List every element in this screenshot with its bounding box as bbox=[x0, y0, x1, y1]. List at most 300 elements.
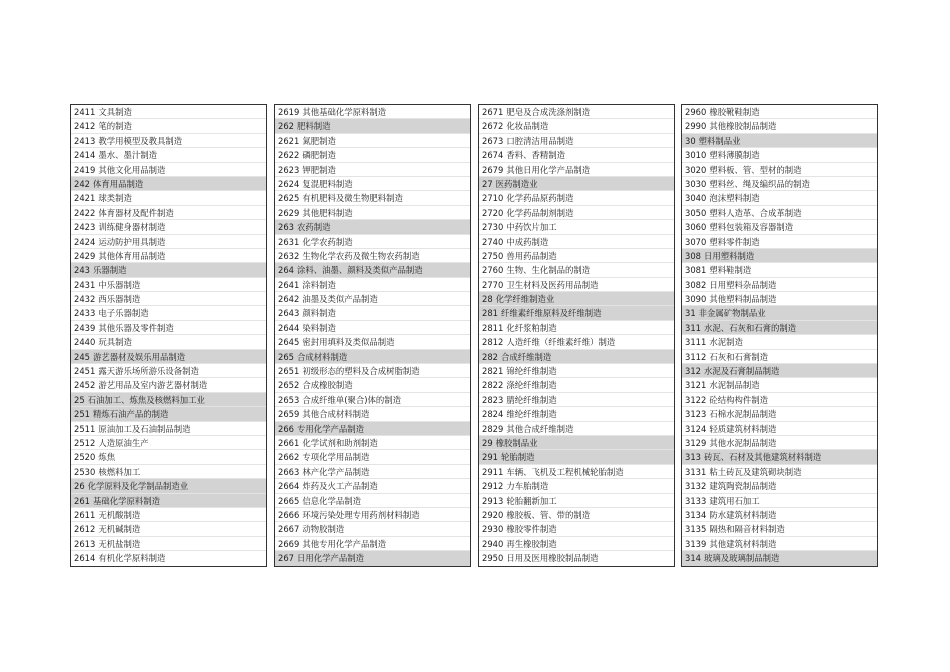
industry-name: 其他肥料制造 bbox=[302, 207, 353, 218]
industry-name: 水泥及石膏制品制造 bbox=[704, 366, 780, 377]
industry-code: 2821 bbox=[482, 366, 504, 377]
code-row bbox=[71, 436, 266, 450]
industry-code: 2631 bbox=[278, 236, 300, 247]
industry-name: 西乐器制造 bbox=[98, 294, 141, 305]
industry-name: 乐器制造 bbox=[93, 265, 127, 276]
industry-code: 2643 bbox=[278, 308, 300, 319]
industry-name: 日用化学产品制造 bbox=[297, 553, 364, 564]
industry-name: 石灰和石膏制造 bbox=[709, 351, 768, 362]
industry-name: 其他建筑材料制造 bbox=[709, 538, 777, 549]
industry-code: 2940 bbox=[482, 538, 504, 549]
code-row bbox=[275, 479, 470, 493]
industry-name: 颜料制造 bbox=[302, 308, 336, 319]
industry-code: 2642 bbox=[278, 294, 300, 305]
code-table-column-4 bbox=[681, 104, 878, 567]
industry-code: 3050 bbox=[685, 207, 707, 218]
industry-name: 笔的制造 bbox=[98, 121, 132, 132]
industry-name: 橡胶靴鞋制造 bbox=[709, 107, 760, 117]
industry-name: 香料、香精制造 bbox=[506, 150, 565, 161]
industry-code: 2611 bbox=[74, 509, 96, 520]
industry-code: 2720 bbox=[482, 207, 504, 218]
industry-name: 人造纤维（纤维素纤维）制造 bbox=[506, 337, 616, 348]
code-row bbox=[275, 335, 470, 349]
code-row bbox=[275, 148, 470, 162]
code-row bbox=[479, 422, 674, 436]
industry-code: 2623 bbox=[278, 164, 300, 175]
industry-name: 体育器材及配件制造 bbox=[98, 207, 174, 218]
code-row bbox=[479, 378, 674, 392]
industry-code: 2431 bbox=[74, 279, 96, 290]
industry-name: 专项化学用品制造 bbox=[302, 452, 370, 463]
industry-code: 2644 bbox=[278, 322, 300, 333]
industry-name: 粘土砖瓦及建筑砌块制造 bbox=[709, 466, 802, 477]
industry-code: 2520 bbox=[74, 452, 96, 463]
industry-name: 无机碱制造 bbox=[98, 524, 141, 535]
industry-code: 262 bbox=[278, 121, 294, 132]
industry-name: 塑料包装箱及容器制造 bbox=[709, 222, 794, 233]
industry-code: 2419 bbox=[74, 164, 96, 175]
code-row bbox=[682, 335, 877, 349]
industry-name: 肥皂及合成洗涤剂制造 bbox=[506, 107, 591, 117]
code-row bbox=[682, 105, 877, 119]
industry-code: 3070 bbox=[685, 236, 707, 247]
industry-name: 中乐器制造 bbox=[98, 279, 141, 290]
code-row bbox=[682, 220, 877, 234]
code-row bbox=[275, 522, 470, 536]
category-row bbox=[682, 551, 877, 565]
industry-code: 2822 bbox=[482, 380, 504, 391]
industry-name: 力车胎制造 bbox=[506, 481, 549, 492]
category-row bbox=[479, 292, 674, 306]
industry-name: 锦纶纤维制造 bbox=[506, 366, 557, 377]
code-row bbox=[275, 249, 470, 263]
industry-name: 卫生材料及医药用品制造 bbox=[506, 279, 599, 290]
code-row bbox=[479, 191, 674, 205]
industry-name: 基础化学原料制造 bbox=[93, 495, 160, 506]
industry-code: 31 bbox=[685, 308, 696, 319]
industry-code: 2666 bbox=[278, 509, 300, 520]
code-row bbox=[71, 422, 266, 436]
industry-code: 27 bbox=[482, 178, 493, 189]
industry-code: 2613 bbox=[74, 538, 96, 549]
industry-code: 2672 bbox=[482, 121, 504, 132]
industry-code: 2511 bbox=[74, 423, 96, 434]
industry-code: 2432 bbox=[74, 294, 96, 305]
industry-code: 2423 bbox=[74, 222, 96, 233]
industry-name: 教学用模型及教具制造 bbox=[98, 135, 183, 146]
industry-code: 2412 bbox=[74, 121, 96, 132]
code-row bbox=[682, 393, 877, 407]
industry-code: 308 bbox=[685, 250, 701, 261]
industry-code: 314 bbox=[685, 553, 701, 564]
code-row bbox=[479, 278, 674, 292]
code-row bbox=[275, 465, 470, 479]
industry-name: 化学药品制剂制造 bbox=[506, 207, 574, 218]
code-row bbox=[682, 292, 877, 306]
industry-code: 2433 bbox=[74, 308, 96, 319]
industry-code: 245 bbox=[74, 351, 90, 362]
industry-code: 311 bbox=[685, 322, 701, 333]
industry-code: 263 bbox=[278, 222, 294, 233]
industry-name: 染料制造 bbox=[302, 322, 336, 333]
industry-code: 313 bbox=[685, 452, 701, 463]
code-row bbox=[275, 364, 470, 378]
code-row bbox=[71, 105, 266, 119]
code-row bbox=[71, 235, 266, 249]
industry-name: 生物化学农药及微生物农药制造 bbox=[302, 250, 420, 261]
industry-code: 2413 bbox=[74, 135, 96, 146]
industry-code: 3129 bbox=[685, 437, 707, 448]
industry-name: 林产化学产品制造 bbox=[302, 466, 370, 477]
industry-code: 2612 bbox=[74, 524, 96, 535]
industry-name: 石棉水泥制品制造 bbox=[709, 409, 777, 420]
code-row bbox=[479, 235, 674, 249]
industry-code: 3122 bbox=[685, 394, 707, 405]
industry-code: 2622 bbox=[278, 150, 300, 161]
industry-name: 中成药制造 bbox=[506, 236, 549, 247]
industry-code: 2823 bbox=[482, 394, 504, 405]
category-row bbox=[682, 134, 877, 148]
industry-name: 电子乐器制造 bbox=[98, 308, 149, 319]
industry-code: 2665 bbox=[278, 495, 300, 506]
code-row bbox=[479, 479, 674, 493]
code-row bbox=[71, 321, 266, 335]
category-row bbox=[479, 450, 674, 464]
category-row bbox=[71, 494, 266, 508]
code-row bbox=[71, 249, 266, 263]
code-row bbox=[682, 278, 877, 292]
code-row bbox=[682, 407, 877, 421]
industry-name: 文具制造 bbox=[98, 107, 132, 117]
industry-code: 2530 bbox=[74, 466, 96, 477]
industry-name: 水泥制品制造 bbox=[709, 380, 760, 391]
industry-name: 再生橡胶制造 bbox=[506, 538, 557, 549]
industry-code: 3081 bbox=[685, 265, 707, 276]
code-row bbox=[479, 163, 674, 177]
industry-name: 磷肥制造 bbox=[302, 150, 336, 161]
code-row bbox=[682, 119, 877, 133]
code-row bbox=[682, 235, 877, 249]
category-row bbox=[275, 422, 470, 436]
industry-name: 肥料制造 bbox=[297, 121, 331, 132]
code-row bbox=[275, 235, 470, 249]
code-row bbox=[71, 508, 266, 522]
code-row bbox=[479, 134, 674, 148]
industry-name: 化学纤维制造业 bbox=[495, 294, 555, 305]
code-row bbox=[479, 105, 674, 119]
code-row bbox=[275, 163, 470, 177]
code-row bbox=[275, 292, 470, 306]
code-table-column-1 bbox=[70, 104, 267, 567]
industry-name: 其他体育用品制造 bbox=[98, 250, 166, 261]
industry-code: 2912 bbox=[482, 481, 504, 492]
code-row bbox=[479, 206, 674, 220]
industry-name: 农药制造 bbox=[297, 222, 331, 233]
industry-code: 2960 bbox=[685, 107, 707, 117]
industry-code: 243 bbox=[74, 265, 90, 276]
code-row bbox=[71, 364, 266, 378]
code-row bbox=[275, 105, 470, 119]
industry-code: 2652 bbox=[278, 380, 300, 391]
industry-name: 油墨及类似产品制造 bbox=[302, 294, 378, 305]
industry-code: 26 bbox=[74, 481, 85, 492]
industry-name: 化妆品制造 bbox=[506, 121, 549, 132]
category-row bbox=[275, 119, 470, 133]
code-row bbox=[275, 206, 470, 220]
code-row bbox=[71, 465, 266, 479]
industry-code: 267 bbox=[278, 553, 294, 564]
industry-name: 橡胶零件制造 bbox=[506, 524, 557, 535]
industry-name: 塑料鞋制造 bbox=[709, 265, 752, 276]
code-row bbox=[71, 537, 266, 551]
industry-code: 3124 bbox=[685, 423, 707, 434]
industry-name: 水泥、石灰和石膏的制造 bbox=[704, 322, 797, 333]
industry-name: 泡沫塑料制造 bbox=[709, 193, 760, 204]
industry-code: 2629 bbox=[278, 207, 300, 218]
industry-code: 2913 bbox=[482, 495, 504, 506]
industry-name: 原油加工及石油制品制造 bbox=[98, 423, 191, 434]
industry-name: 其他水泥制品制造 bbox=[709, 437, 777, 448]
industry-name: 日用及医用橡胶制品制造 bbox=[506, 553, 599, 564]
code-row bbox=[275, 306, 470, 320]
industry-code: 2730 bbox=[482, 222, 504, 233]
code-row bbox=[71, 220, 266, 234]
industry-code: 29 bbox=[482, 437, 493, 448]
industry-code: 2512 bbox=[74, 437, 96, 448]
industry-name: 建筑陶瓷制品制造 bbox=[709, 481, 777, 492]
category-row bbox=[682, 450, 877, 464]
industry-name: 塑料板、管、型材的制造 bbox=[709, 164, 802, 175]
industry-name: 兽用药品制造 bbox=[506, 250, 557, 261]
industry-code: 3132 bbox=[685, 481, 707, 492]
industry-code: 2770 bbox=[482, 279, 504, 290]
industry-code: 265 bbox=[278, 351, 294, 362]
industry-code: 28 bbox=[482, 294, 493, 305]
industry-name: 游艺器材及娱乐用品制造 bbox=[93, 351, 186, 362]
industry-code: 3135 bbox=[685, 524, 707, 535]
category-row bbox=[275, 263, 470, 277]
industry-name: 生物、生化制品的制造 bbox=[506, 265, 591, 276]
industry-code: 2679 bbox=[482, 164, 504, 175]
category-row bbox=[71, 479, 266, 493]
industry-code: 3133 bbox=[685, 495, 707, 506]
industry-name: 球类制造 bbox=[98, 193, 132, 204]
industry-name: 其他基础化学原料制造 bbox=[302, 107, 387, 117]
code-row bbox=[479, 119, 674, 133]
industry-name: 有机肥料及微生物肥料制造 bbox=[302, 193, 403, 204]
code-row bbox=[479, 321, 674, 335]
code-row bbox=[682, 148, 877, 162]
industry-code: 3082 bbox=[685, 279, 707, 290]
industry-code: 2812 bbox=[482, 337, 504, 348]
industry-code: 2614 bbox=[74, 553, 96, 564]
industry-name: 建筑用石加工 bbox=[709, 495, 760, 506]
industry-name: 纤维素纤维原料及纤维制造 bbox=[501, 308, 602, 319]
industry-code: 2414 bbox=[74, 150, 96, 161]
industry-name: 合成橡胶制造 bbox=[302, 380, 353, 391]
code-row bbox=[479, 537, 674, 551]
industry-code: 2451 bbox=[74, 366, 96, 377]
industry-code: 281 bbox=[482, 308, 498, 319]
industry-code: 266 bbox=[278, 423, 294, 434]
industry-name: 口腔清洁用品制造 bbox=[506, 135, 574, 146]
industry-name: 塑料丝、绳及编织品的制造 bbox=[709, 178, 810, 189]
code-row bbox=[275, 407, 470, 421]
industry-code: 3090 bbox=[685, 294, 707, 305]
industry-code: 2422 bbox=[74, 207, 96, 218]
category-row bbox=[479, 436, 674, 450]
industry-code: 2439 bbox=[74, 322, 96, 333]
industry-name: 日用塑料制造 bbox=[704, 250, 755, 261]
industry-name: 合成材料制造 bbox=[297, 351, 348, 362]
code-row bbox=[682, 177, 877, 191]
industry-name: 其他专用化学产品制造 bbox=[302, 538, 387, 549]
industry-name: 化纤浆粕制造 bbox=[506, 322, 557, 333]
industry-name: 塑料零件制造 bbox=[709, 236, 760, 247]
industry-name: 日用塑料杂品制造 bbox=[709, 279, 777, 290]
industry-name: 核燃料加工 bbox=[98, 466, 141, 477]
industry-code: 312 bbox=[685, 366, 701, 377]
category-row bbox=[71, 350, 266, 364]
industry-name: 腈纶纤维制造 bbox=[506, 394, 557, 405]
code-row bbox=[479, 494, 674, 508]
industry-code: 3030 bbox=[685, 178, 707, 189]
industry-name: 密封用填料及类似品制造 bbox=[302, 337, 395, 348]
industry-code: 2990 bbox=[685, 121, 707, 132]
industry-code: 2930 bbox=[482, 524, 504, 535]
industry-code: 2667 bbox=[278, 524, 300, 535]
industry-name: 防水建筑材料制造 bbox=[709, 509, 777, 520]
industry-name: 橡胶板、管、带的制造 bbox=[506, 509, 591, 520]
category-row bbox=[682, 249, 877, 263]
industry-code: 3112 bbox=[685, 351, 707, 362]
code-row bbox=[682, 350, 877, 364]
industry-code: 3111 bbox=[685, 337, 707, 348]
code-row bbox=[275, 177, 470, 191]
industry-code: 30 bbox=[685, 135, 696, 146]
category-row bbox=[479, 306, 674, 320]
code-row bbox=[275, 494, 470, 508]
industry-name: 无机盐制造 bbox=[98, 538, 141, 549]
industry-name: 玻璃及玻璃制品制造 bbox=[704, 553, 780, 564]
code-row bbox=[682, 508, 877, 522]
code-row bbox=[71, 191, 266, 205]
code-row bbox=[682, 494, 877, 508]
industry-code: 2421 bbox=[74, 193, 96, 204]
industry-name: 其他文化用品制造 bbox=[98, 164, 166, 175]
code-row bbox=[682, 522, 877, 536]
industry-code: 2674 bbox=[482, 150, 504, 161]
code-row bbox=[71, 551, 266, 565]
industry-code: 2760 bbox=[482, 265, 504, 276]
industry-name: 塑料制品业 bbox=[698, 135, 741, 146]
industry-name: 化学原料及化学制品制造业 bbox=[87, 481, 189, 492]
industry-name: 涤纶纤维制造 bbox=[506, 380, 557, 391]
industry-code: 2621 bbox=[278, 135, 300, 146]
category-row bbox=[275, 551, 470, 565]
industry-code: 2911 bbox=[482, 466, 504, 477]
industry-code: 2641 bbox=[278, 279, 300, 290]
industry-code: 251 bbox=[74, 409, 90, 420]
industry-code: 2452 bbox=[74, 380, 96, 391]
industry-name: 其他合成材料制造 bbox=[302, 409, 370, 420]
industry-name: 钾肥制造 bbox=[302, 164, 336, 175]
industry-name: 塑料人造革、合成革制造 bbox=[709, 207, 802, 218]
code-row bbox=[479, 148, 674, 162]
industry-code: 2645 bbox=[278, 337, 300, 348]
code-row bbox=[275, 134, 470, 148]
industry-code: 2411 bbox=[74, 107, 96, 117]
industry-name: 体育用品制造 bbox=[93, 178, 144, 189]
code-row bbox=[275, 436, 470, 450]
category-row bbox=[682, 306, 877, 320]
industry-code: 261 bbox=[74, 495, 90, 506]
industry-name: 炼焦 bbox=[98, 452, 116, 463]
code-row bbox=[71, 206, 266, 220]
code-row bbox=[479, 393, 674, 407]
code-row bbox=[71, 522, 266, 536]
code-row bbox=[275, 278, 470, 292]
code-row bbox=[479, 364, 674, 378]
industry-code: 2811 bbox=[482, 322, 504, 333]
code-row bbox=[71, 450, 266, 464]
industry-code: 2740 bbox=[482, 236, 504, 247]
code-row bbox=[479, 508, 674, 522]
industry-code: 242 bbox=[74, 178, 90, 189]
industry-code: 2632 bbox=[278, 250, 300, 261]
industry-name: 轮胎翻新加工 bbox=[506, 495, 557, 506]
industry-name: 露天游乐场所游乐设备制造 bbox=[98, 366, 199, 377]
industry-code: 2829 bbox=[482, 423, 504, 434]
industry-name: 砼结构构件制造 bbox=[709, 394, 768, 405]
industry-name: 人造原油生产 bbox=[98, 437, 149, 448]
category-row bbox=[479, 177, 674, 191]
industry-code: 2424 bbox=[74, 236, 96, 247]
code-row bbox=[682, 191, 877, 205]
industry-code: 291 bbox=[482, 452, 498, 463]
industry-code: 3010 bbox=[685, 150, 707, 161]
code-row bbox=[682, 163, 877, 177]
code-row bbox=[479, 551, 674, 565]
code-table-column-2 bbox=[274, 104, 471, 567]
industry-name: 炸药及火工产品制造 bbox=[302, 481, 378, 492]
industry-code: 2671 bbox=[482, 107, 504, 117]
industry-code: 3060 bbox=[685, 222, 707, 233]
industry-name: 其他塑料制品制造 bbox=[709, 294, 777, 305]
category-row bbox=[682, 321, 877, 335]
industry-code: 2664 bbox=[278, 481, 300, 492]
code-row bbox=[71, 134, 266, 148]
category-row bbox=[275, 220, 470, 234]
industry-code: 2663 bbox=[278, 466, 300, 477]
category-row bbox=[71, 407, 266, 421]
industry-name: 复混肥料制造 bbox=[302, 178, 353, 189]
industry-name: 橡胶制品业 bbox=[495, 437, 538, 448]
category-row bbox=[479, 350, 674, 364]
category-row bbox=[71, 393, 266, 407]
industry-code: 2673 bbox=[482, 135, 504, 146]
industry-name: 环境污染处理专用药剂材料制造 bbox=[302, 509, 420, 520]
code-row bbox=[71, 292, 266, 306]
industry-name: 其他合成纤维制造 bbox=[506, 423, 574, 434]
industry-name: 石油加工、炼焦及核燃料加工业 bbox=[87, 394, 205, 405]
industry-name: 氮肥制造 bbox=[302, 135, 336, 146]
industry-name: 运动防护用具制造 bbox=[98, 236, 166, 247]
industry-name: 无机酸制造 bbox=[98, 509, 141, 520]
code-row bbox=[275, 508, 470, 522]
industry-name: 其他橡胶制品制造 bbox=[709, 121, 777, 132]
industry-code: 2710 bbox=[482, 193, 504, 204]
